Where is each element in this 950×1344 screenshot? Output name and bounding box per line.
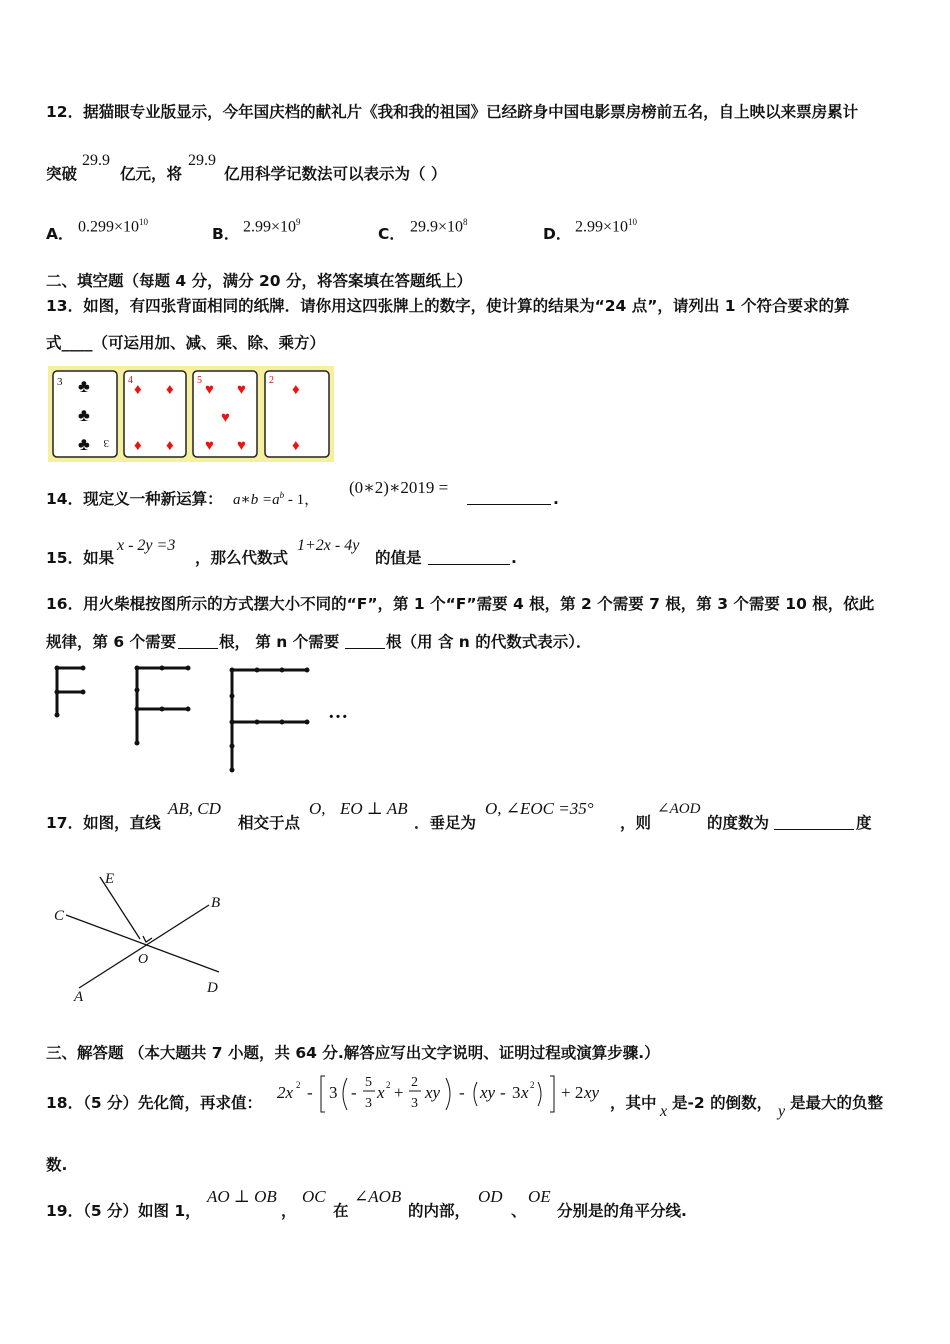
q15-answer-blank[interactable] [428,548,510,565]
q12-option-c-value: $29.9\times 10^8$ [410,217,468,236]
q19-od: OD [478,1187,503,1206]
q12-option-d-label: D． [543,225,572,243]
q17-post2: 度 [856,814,872,832]
q15-pre: 15．如果 [46,549,115,567]
q12-line1: 12．据猫眼专业版显示，今年国庆档的献礼片《我和我的祖国》已经跻身中国电影票房榜前五名，自上映以来票房累计 [46,103,859,121]
svg-text:C: C [54,908,65,924]
q16-answer-blank-6[interactable] [178,632,218,649]
q16-line2a: 规律，第 6 个需要 [46,633,177,651]
q19-in: 在 [333,1202,349,1220]
svg-text:E: E [105,871,115,887]
svg-text:2x: 2x [277,1083,294,1102]
q12-mid: 亿元，将 [120,165,183,183]
q15-expression: 1+2x - 4y [297,537,360,554]
svg-text:O: O [138,952,149,967]
q12-option-a-value: $0.299\times 10^{10}$ [78,217,149,236]
card-5-hearts [193,371,257,457]
q14-answer-blank[interactable] [467,488,551,505]
q12-option-d-value: $2.99\times 10^{10}$ [575,217,638,236]
heart-icon: ♥ [237,438,246,454]
q17-angle-given: O, ∠EOC =35° [485,799,594,818]
q16-line2b: 根， 第 n 个需要 [219,633,340,651]
svg-text:2: 2 [296,1080,301,1090]
q12-option-c-label: C． [378,225,405,243]
q17-answer-blank[interactable] [774,813,854,830]
q12-num1: 29.9 [82,152,110,169]
svg-text:5: 5 [365,1075,372,1090]
heart-icon: ♥ [205,382,214,398]
q15-mid: ，那么代数式 [195,549,289,567]
q18-y-condition: 是最大的负整 [790,1094,884,1112]
q18-expression-text: 2x² - [3(- 5/3 x² + 2/3 xy) - (xy - 3x²)] + 2xy [275,1068,293,1069]
card-2-diamonds [265,371,329,457]
q12-post: 亿用科学记数法可以表示为（ ） [224,165,447,183]
svg-text:x: x [521,1083,529,1102]
matchstick-f-figure [48,660,358,775]
card-value: 4 [128,375,133,386]
q19-pre: 19．（5 分）如图 1， [46,1202,201,1220]
svg-text:3: 3 [411,1096,418,1111]
q17-perpendicular: EO ⊥ AB [340,799,408,818]
q18-pre: 18．（5 分）先化简，再求值： [46,1094,263,1112]
q19-sep: 、 [511,1202,527,1220]
q17-point-o: O, [309,799,326,818]
svg-text:x: x [377,1083,385,1102]
svg-text:A: A [74,989,84,1005]
svg-text:2: 2 [386,1080,391,1090]
svg-text:xy: xy [584,1083,600,1102]
diamond-icon: ♦ [134,438,142,454]
q17-mid3: ，则 [620,814,652,832]
q19-post: 分别是的角平分线. [557,1202,687,1220]
q18-x-condition: 是-2 的倒数， [672,1094,773,1112]
q19-oe: OE [528,1187,551,1206]
q12-pre: 突破 [46,165,78,183]
q18-expression [275,1068,610,1118]
svg-text:2: 2 [411,1075,418,1090]
q12-option-a-label: A． [46,225,74,243]
q19-mid: 的内部， [408,1202,471,1220]
svg-text:-: - [500,1083,506,1102]
svg-text:B: B [211,895,221,911]
svg-text:2: 2 [530,1080,535,1090]
q17-pre: 17．如图，直线 [46,814,161,832]
diamond-icon: ♦ [166,382,174,398]
q15-post: 的值是 [375,549,422,567]
club-icon: ♣ [78,434,90,454]
svg-text:-: - [307,1083,313,1102]
intersecting-lines-figure [46,865,246,1010]
diamond-icon: ♦ [292,382,300,398]
q13-line1: 13．如图，有四张背面相同的纸牌．请你用这四张牌上的数字，使计算的结果为“24 点”，请列出 1 个符合要求的算 [46,297,850,315]
svg-text:+ 2: + 2 [561,1083,584,1102]
svg-text:3: 3 [103,437,109,449]
svg-text:xy: xy [480,1083,496,1102]
q16-answer-blank-n[interactable] [345,632,385,649]
diamond-icon: ♦ [292,438,300,454]
q14-definition: a∗b $=a^b - 1$， [233,490,320,508]
q19-oc: OC [302,1187,326,1206]
q18-x: x [660,1103,668,1120]
q14-pre: 14．现定义一种新运算： [46,490,223,508]
svg-text:+: + [394,1083,404,1102]
card-value: 2 [269,375,274,386]
card-3-clubs [53,371,117,457]
card-value: 3 [57,376,63,388]
heart-icon: ♥ [237,382,246,398]
section2-heading: 二、填空题（每题 4 分，满分 20 分，将答案填在答题纸上） [46,272,472,290]
heart-icon: ♥ [205,438,214,454]
svg-text:3: 3 [512,1083,521,1102]
q16-line2c: 根（用 含 n 的代数式表示）． [386,633,592,651]
heart-icon: ♥ [221,410,230,426]
q17-lines: AB, CD [168,799,221,818]
q12-option-b-value: $2.99\times 10^9$ [243,217,301,236]
svg-text:-: - [459,1083,465,1102]
q19-comma: ， [281,1202,297,1220]
card-value: 5 [197,375,202,386]
q17-angle-ask: ∠AOD [657,801,701,817]
q18-mid: ，其中 [610,1094,657,1112]
q17-mid2: ．垂足为 [414,814,477,832]
q12-num2: 29.9 [188,152,216,169]
q18-line2: 数. [46,1156,68,1174]
q17-mid1: 相交于点 [238,814,301,832]
section3-heading: 三、解答题 （本大题共 7 小题，共 64 分.解答应写出文字说明、证明过程或演算步骤.） [46,1044,660,1062]
q15-period: . [511,549,517,567]
q12-option-b-label: B． [212,225,240,243]
diamond-icon: ♦ [134,382,142,398]
q16-line1: 16．用火柴棍按图所示的方式摆大小不同的“F”，第 1 个“F”需要 4 根，第 2 个需要 7 根，第 3 个需要 10 根，依此 [46,595,875,613]
diamond-icon: ♦ [166,438,174,454]
q15-condition: x - 2y =3 [117,537,176,554]
svg-text:-: - [351,1083,357,1102]
playing-cards-figure [48,366,334,462]
q19-angle: ∠AOB [354,1187,402,1206]
svg-text:D: D [207,980,218,996]
ellipsis: … [328,701,348,723]
q17-post1: 的度数为 [707,814,770,832]
q18-y: y [778,1103,786,1120]
svg-text:xy: xy [425,1083,441,1102]
q13-line2: 式____（可运用加、减、乘、除、乘方） [46,334,326,352]
svg-text:3: 3 [365,1096,372,1111]
club-icon: ♣ [78,405,90,425]
q14-expression: (0∗2)∗2019 = [349,478,449,497]
svg-text:3: 3 [329,1083,338,1102]
card-4-diamonds [124,371,186,457]
club-icon: ♣ [78,376,90,396]
q14-period: . [553,490,559,508]
q19-perpendicular: AO ⊥ OB [207,1187,277,1206]
